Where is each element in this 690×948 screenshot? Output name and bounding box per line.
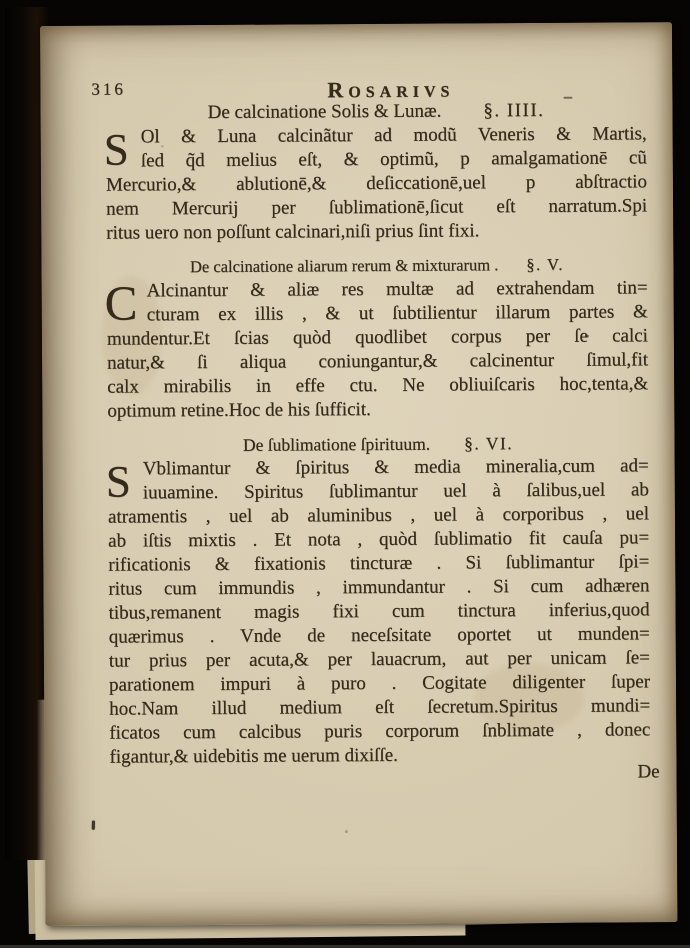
text-line: cturam ex illis , & ut ſubtilientur illarum partes &	[146, 301, 648, 326]
text-line: calx mirabilis in effe ctu. Ne obliuiſcaris hoc,tenta,&	[107, 373, 649, 398]
text-line: mundentur.Et ſcias quòd quodlibet corpus per ſe calci	[106, 325, 648, 350]
text-line: optimum retine.Hoc de his ſufficit.	[107, 398, 371, 422]
text-line: ritus uero non poſſunt calcinari,niſi prius ſint fixi.	[106, 220, 480, 244]
text-line: rificationis & fixationis tincturæ . Si ſublimantur ſpi=	[108, 551, 650, 576]
text-line: parationem impuri à puro . Cogitate diligenter ſuper	[108, 671, 651, 696]
ink-speck	[345, 830, 348, 833]
page-header	[91, 74, 646, 103]
drop-cap-c: C	[104, 275, 138, 331]
text-line: natur,& ſi aliqua coniungantur,& calcinentur ſimul,fit	[106, 349, 649, 374]
catchword: De	[637, 761, 660, 783]
section-heading-text: De calcinatione aliarum rerum & mixturarum .	[189, 255, 499, 277]
text-line: ficatos cum calcibus puris corporum ſnblimate , donec	[109, 719, 651, 744]
running-title: ROSARIVS	[327, 77, 455, 103]
book-page	[40, 22, 677, 926]
text-line: Ol & Luna calcinãtur ad modũ Veneris & Martis,	[140, 123, 647, 148]
text-line: Vblimantur & ſpiritus & media mineralia,cum ad=	[142, 455, 649, 480]
section-number: §. VI.	[464, 433, 514, 454]
text-line: nem Mercurij per ſublimationē,ſicut eſt narratum.Spi	[106, 195, 648, 220]
text-line: Alcinantur & aliæ res multæ ad extrahendam tin=	[146, 277, 648, 302]
text-column	[91, 74, 660, 786]
section-number: §. IIII.	[483, 99, 545, 122]
text-line: ab iſtis mixtis . Et nota , quòd ſublimatio fit cauſa pu=	[108, 527, 650, 552]
section-heading-v	[106, 252, 647, 279]
paragraph-calcinatio-aliarum	[104, 275, 649, 423]
text-line: ritus cum immundis , immundantur . Si cum adhæren	[108, 575, 650, 600]
section-heading-text: De ſublimatione ſpirituum.	[242, 433, 431, 455]
section-heading-vi	[107, 430, 648, 457]
text-line: hoc.Nam illud medium eſt ſecretum.Spiritus mundi=	[109, 695, 651, 720]
text-line: tibus,remanent magis fixi cum tinctura inferius,quod	[108, 599, 650, 624]
section-number: §. V.	[526, 254, 565, 275]
text-line: atramentis , uel ab aluminibus , uel à corporibus , uel	[107, 503, 650, 528]
text-line: figantur,& uidebitis me uerum dixiſſe.	[109, 744, 398, 768]
drop-cap-s: S	[105, 456, 131, 507]
text-line: ſed q̃d melius eſt, & optimũ, p amalgamationē cũ	[140, 147, 647, 172]
paragraph-sublimatio-spirituum	[105, 454, 651, 769]
text-line: iuuamine. Spiritus ſublimantur uel à ſalibus,uel ab	[142, 479, 649, 504]
section-heading-text: De calcinatione Solis & Lunæ.	[207, 100, 442, 123]
paragraph-calcinatio-solis	[103, 122, 648, 245]
text-line: tur prius per acuta,& per lauacrum, aut per unicam ſe=	[108, 647, 650, 672]
text-line: Mercurio,& ablutionē,& deſiccationē,uel p abſtractio	[105, 171, 648, 196]
ink-mark	[92, 821, 95, 830]
drop-cap-s: S	[103, 124, 129, 175]
page-number: 316	[91, 79, 126, 99]
text-line: quærimus . Vnde de neceſsitate oportet ut munden=	[108, 623, 650, 648]
